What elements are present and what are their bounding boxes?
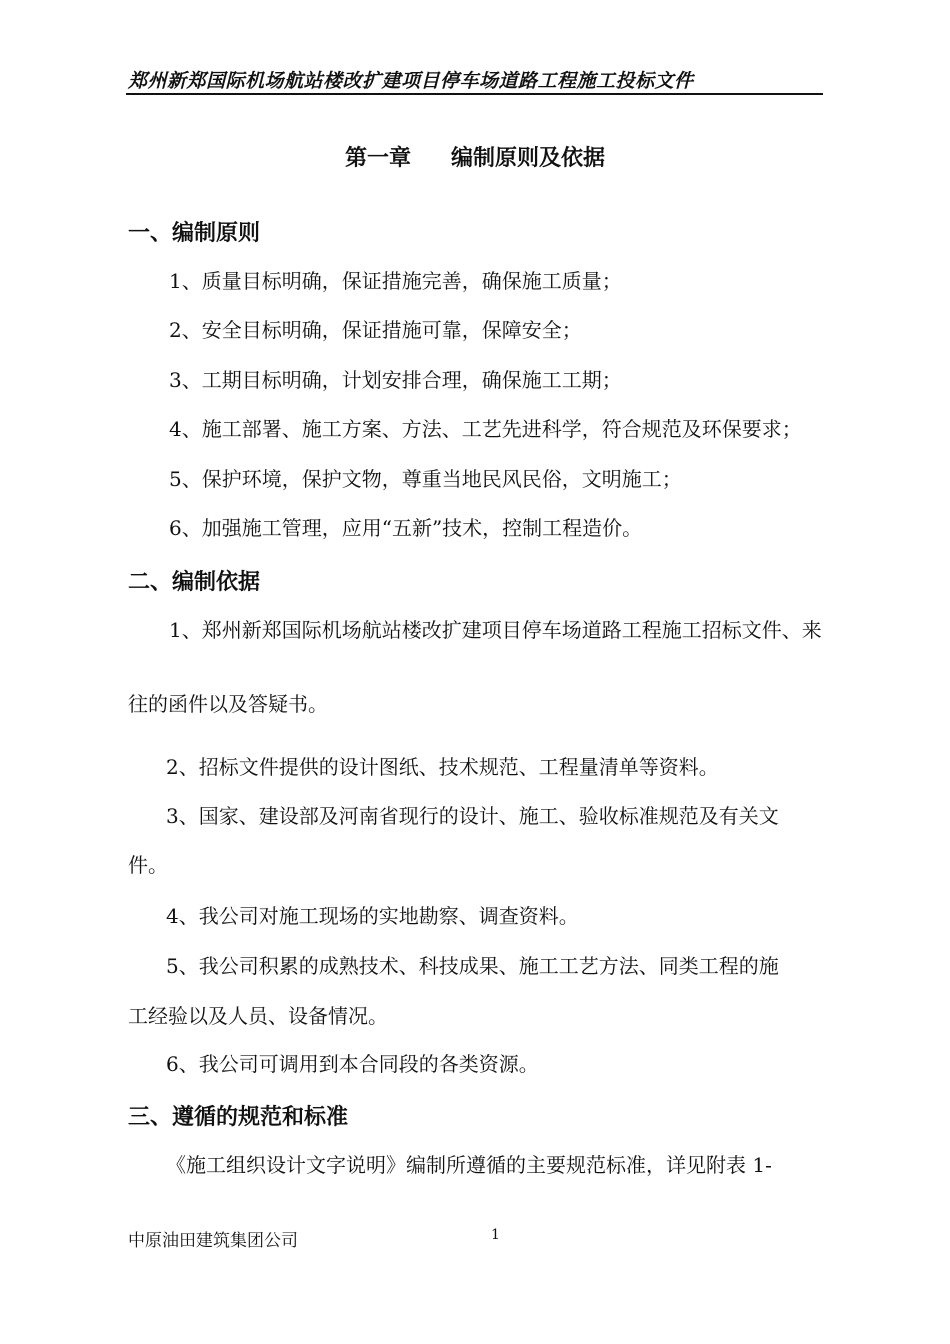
list-item-continuation: 件。: [128, 853, 168, 877]
section-heading-basis: 二、编制依据: [128, 570, 261, 595]
page-number: 1: [491, 1227, 500, 1243]
section-heading-standards: 三、遵循的规范和标准: [128, 1105, 349, 1130]
list-item: 3、工期目标明确，计划安排合理，确保施工工期；: [169, 368, 622, 392]
chapter-title: [0, 141, 950, 172]
list-item: 2、安全目标明确，保证措施可靠，保障安全；: [169, 318, 582, 342]
list-item-continuation: 工经验以及人员、设备情况。: [128, 1004, 388, 1028]
list-item: 5、保护环境，保护文物，尊重当地民风民俗，文明施工；: [169, 467, 682, 491]
list-item: 2、招标文件提供的设计图纸、技术规范、工程量清单等资料。: [166, 755, 719, 779]
list-item: 1、郑州新郑国际机场航站楼改扩建项目停车场道路工程施工招标文件、来: [169, 618, 822, 642]
list-item: 5、我公司积累的成熟技术、科技成果、施工工艺方法、同类工程的施: [166, 954, 779, 978]
header-rule: [126, 93, 823, 95]
list-item: 4、施工部署、施工方案、方法、工艺先进科学，符合规范及环保要求；: [169, 417, 802, 441]
section-heading-principles: 一、编制原则: [128, 221, 261, 246]
running-header: 郑州新郑国际机场航站楼改扩建项目停车场道路工程施工投标文件: [128, 70, 694, 92]
chapter-number: 第一章: [344, 146, 411, 171]
list-item: 1、质量目标明确，保证措施完善，确保施工质量；: [169, 269, 622, 293]
list-item: 3、国家、建设部及河南省现行的设计、施工、验收标准规范及有关文: [166, 804, 779, 828]
list-item: 4、我公司对施工现场的实地勘察、调查资料。: [166, 904, 579, 928]
list-item-continuation: 往的函件以及答疑书。: [128, 692, 328, 716]
footer-company: 中原油田建筑集团公司: [128, 1231, 298, 1251]
paragraph-text: 《施工组织设计文字说明》编制所遵循的主要规范标准，详见附表 1-: [166, 1153, 772, 1177]
list-item: 6、加强施工管理，应用“五新”技术，控制工程造价。: [169, 516, 643, 540]
list-item: 6、我公司可调用到本合同段的各类资源。: [166, 1052, 539, 1076]
chapter-name: 编制原则及依据: [451, 146, 606, 171]
